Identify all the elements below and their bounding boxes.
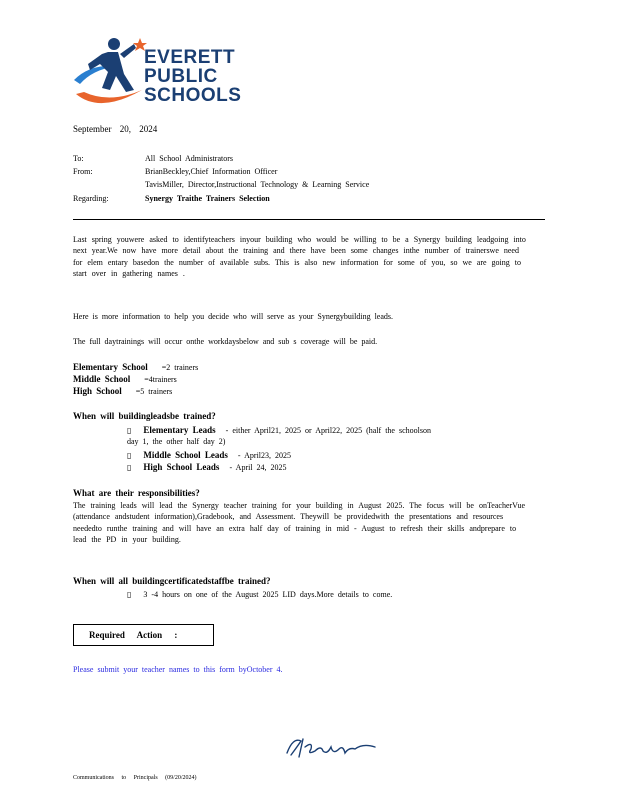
bullet-icon: ▯ [127, 463, 132, 472]
responsibilities-heading: What are their responsibilities? [73, 488, 200, 498]
count-label: Middle School [73, 374, 131, 384]
from-label: From: [73, 167, 93, 176]
count-value: =2 trainers [161, 363, 199, 372]
count-row-middle [73, 374, 177, 385]
required-action-box [73, 624, 214, 646]
full-day-line: The full daytrainings will occur onthe workdaysbelow and sub s coverage will be paid. [73, 337, 378, 346]
count-label: High School [73, 386, 122, 396]
regarding-value: Synergy Traithe Trainers Selection [145, 194, 270, 203]
from-value-2: TavisMiller, Director,Instructional Technology & Learning Service [145, 180, 370, 189]
logo-line-1: EVERETT [144, 47, 236, 68]
when-item-text: day 1, the other half day 2) [127, 437, 226, 446]
logo-line-2: PUBLIC [144, 66, 218, 87]
submit-link[interactable]: Please submit your teacher names to this form byOctober 4. [73, 665, 283, 674]
when-item-text: - April23, 2025 [237, 451, 292, 460]
header-divider [73, 219, 545, 220]
count-value: =5 trainers [135, 387, 173, 396]
certificated-item-text: 3 -4 hours on one of the August 2025 LID days.More details to come. [143, 590, 393, 599]
logo-wordmark [144, 48, 241, 105]
intro-paragraph: Last spring youwere asked to identifyteachers inyour building who would be willing to be a Synergy building leadgoing into next year.We now have more detail about the training and there have been some changes inthe number of trainerswe need for elem entary basedon the number of available subs. This is also new information for some of you, so we are going to start over in gathering names . [73, 235, 526, 279]
when-item-label: Middle School Leads [143, 450, 228, 460]
memo-date: September 20, 2024 [73, 124, 158, 134]
district-logo [70, 34, 255, 110]
help-line: Here is more information to help you decide who will serve as your Synergybuilding leads. [73, 312, 394, 321]
bullet-icon: ▯ [127, 590, 132, 599]
to-label: To: [73, 154, 84, 163]
certificated-heading: When will all buildingcertificatedstaffbe trained? [73, 576, 271, 586]
bullet-icon: ▯ [127, 451, 132, 460]
when-item-text: - either April21, 2025 or April22, 2025 (half the schoolson [225, 426, 431, 435]
required-action-label: Required Action : [89, 630, 178, 640]
when-heading: When will buildingleadsbe trained? [73, 411, 216, 421]
count-row-high [73, 386, 172, 397]
when-item-label: High School Leads [143, 462, 220, 472]
footer-note: Communications to Principals (09/20/2024) [73, 775, 197, 781]
regarding-label: Regarding: [73, 194, 109, 203]
when-item-high [127, 461, 287, 474]
from-value-1: BrianBeckley,Chief Information Officer [145, 167, 278, 176]
when-item-label: Elementary Leads [143, 425, 216, 435]
count-value: =4trainers [144, 375, 177, 384]
when-item-continuation [127, 436, 225, 448]
logo-line-3: SCHOOLS [144, 85, 242, 106]
bullet-icon: ▯ [127, 426, 132, 435]
certificated-item [127, 589, 392, 601]
count-row-elementary [73, 362, 198, 373]
count-label: Elementary School [73, 362, 148, 372]
runner-logo-icon [70, 34, 150, 110]
when-item-text: - April 24, 2025 [229, 463, 287, 472]
signature-icon [283, 733, 383, 761]
to-value: All School Administrators [145, 154, 233, 163]
responsibilities-paragraph: The training leads will lead the Synergy teacher training for your building in August 2025. The focus will be onTeacherVue (attendance andstudent information),Gradebook, and Assessment. Theywill be providedwith the presentations and resources neededto runthe training and will have an extra half day of training in mid - August to refresh their skills andprepare to lead the PD in your building. [73, 501, 526, 545]
